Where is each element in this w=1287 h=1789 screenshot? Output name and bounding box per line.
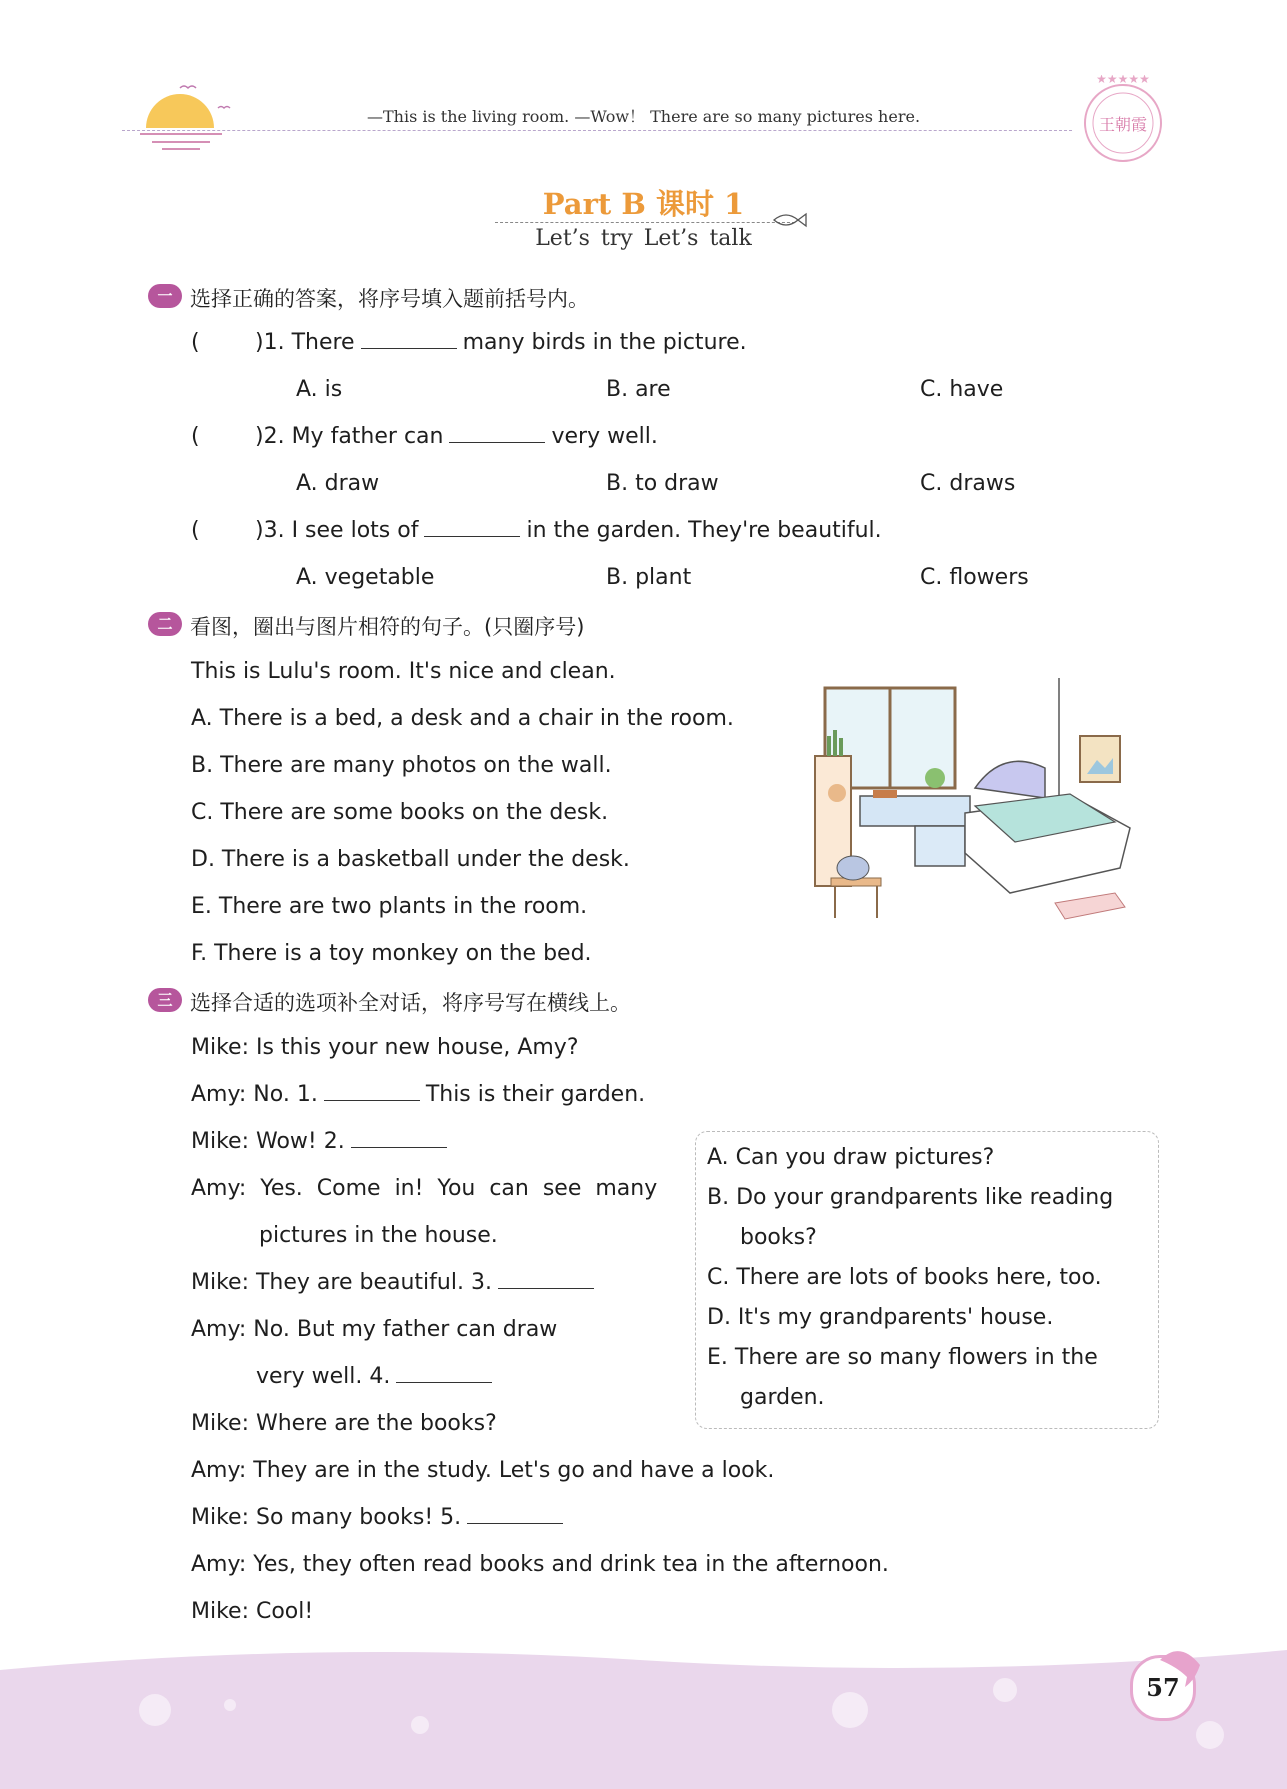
option: A. draw <box>296 471 380 496</box>
section-badge-3: 三 <box>148 988 182 1012</box>
sentence-option[interactable]: B. There are many photos on the wall. <box>191 753 612 778</box>
dialogue-line: Mike: Where are the books? <box>191 1411 497 1436</box>
fish-icon <box>770 208 810 232</box>
page-title: Part B 课时 1 <box>542 187 745 221</box>
title-divider <box>495 222 795 223</box>
dialogue-option: E. There are so many flowers in the <box>707 1345 1098 1370</box>
dialogue-option: garden. <box>740 1385 825 1410</box>
blank[interactable] <box>361 330 457 349</box>
svg-text:★★★★★: ★★★★★ <box>1096 75 1150 86</box>
dialogue-option: D. It's my grandparents' house. <box>707 1305 1054 1330</box>
answer-bracket-3[interactable]: ( <box>191 518 200 543</box>
option: B. to draw <box>606 471 719 496</box>
dolphin-icon <box>1150 1640 1210 1700</box>
blank-5[interactable] <box>467 1505 563 1524</box>
page-subtitle: Let’s try Let’s talk <box>535 226 752 251</box>
section-2-instruction: 看图，圈出与图片相符的句子。(只圈序号) <box>190 615 585 639</box>
blank-3[interactable] <box>498 1270 594 1289</box>
blank[interactable] <box>449 424 545 443</box>
dialogue-line: Amy: Yes, they often read books and drink tea in the afternoon. <box>191 1552 889 1577</box>
section-badge-1: 一 <box>148 284 182 308</box>
question-1: )1. There many birds in the picture. <box>255 330 747 355</box>
section-badge-2: 二 <box>148 612 182 636</box>
sentence-option[interactable]: A. There is a bed, a desk and a chair in the room. <box>191 706 734 731</box>
dialogue-line: Amy: No. But my father can draw <box>191 1317 558 1342</box>
header-text: —This is the living room. —Wow！ There are so many pictures here. <box>366 107 921 126</box>
blank-4[interactable] <box>396 1364 492 1383</box>
footer-wave <box>0 1630 1287 1789</box>
answer-bracket-2[interactable]: ( <box>191 424 200 449</box>
sentence-option[interactable]: F. There is a toy monkey on the bed. <box>191 941 592 966</box>
room-intro: This is Lulu's room. It's nice and clean. <box>191 659 616 684</box>
section-1-instruction: 选择正确的答案，将序号填入题前括号内。 <box>190 287 589 311</box>
option: A. is <box>296 377 343 402</box>
blank-1[interactable] <box>324 1082 420 1101</box>
option: C. flowers <box>920 565 1029 590</box>
dialogue-line: pictures in the house. <box>259 1223 498 1248</box>
dialogue-line: Mike: Cool! <box>191 1599 314 1624</box>
dialogue-line: very well. 4. <box>256 1364 498 1389</box>
publisher-seal-icon <box>1078 75 1168 165</box>
dialogue-option: A. Can you draw pictures? <box>707 1145 995 1170</box>
sentence-option[interactable]: D. There is a basketball under the desk. <box>191 847 630 872</box>
question-2: )2. My father can very well. <box>255 424 658 449</box>
page-number: 57 <box>1130 1655 1196 1721</box>
dialogue-line: Mike: They are beautiful. 3. <box>191 1270 600 1295</box>
section-3-instruction: 选择合适的选项补全对话，将序号写在横线上。 <box>190 991 631 1015</box>
dialogue-line: Amy: No. 1. This is their garden. <box>191 1082 646 1107</box>
option: B. are <box>606 377 671 402</box>
answer-bracket-1[interactable]: ( <box>191 330 200 355</box>
dialogue-line: Mike: Wow! 2. <box>191 1129 453 1154</box>
blank[interactable] <box>424 518 520 537</box>
blank-2[interactable] <box>351 1129 447 1148</box>
question-3: )3. I see lots of in the garden. They're beautiful. <box>255 518 882 543</box>
dialogue-option: C. There are lots of books here, too. <box>707 1265 1102 1290</box>
dialogue-line: Mike: Is this your new house, Amy? <box>191 1035 579 1060</box>
svg-text:王朝霞: 王朝霞 <box>1098 115 1148 134</box>
option: B. plant <box>606 565 692 590</box>
header-divider <box>122 130 1072 131</box>
bedroom-illustration <box>805 678 1145 928</box>
sentence-option[interactable]: C. There are some books on the desk. <box>191 800 609 825</box>
dialogue-option: books? <box>740 1225 817 1250</box>
dialogue-line: Mike: So many books! 5. <box>191 1505 569 1530</box>
dialogue-line: Amy: Yes. Come in! You can see many <box>191 1176 658 1201</box>
option: C. draws <box>920 471 1016 496</box>
dialogue-line: Amy: They are in the study. Let's go and have a look. <box>191 1458 775 1483</box>
dialogue-option: B. Do your grandparents like reading <box>707 1185 1114 1210</box>
option: C. have <box>920 377 1004 402</box>
sentence-option[interactable]: E. There are two plants in the room. <box>191 894 588 919</box>
option: A. vegetable <box>296 565 435 590</box>
